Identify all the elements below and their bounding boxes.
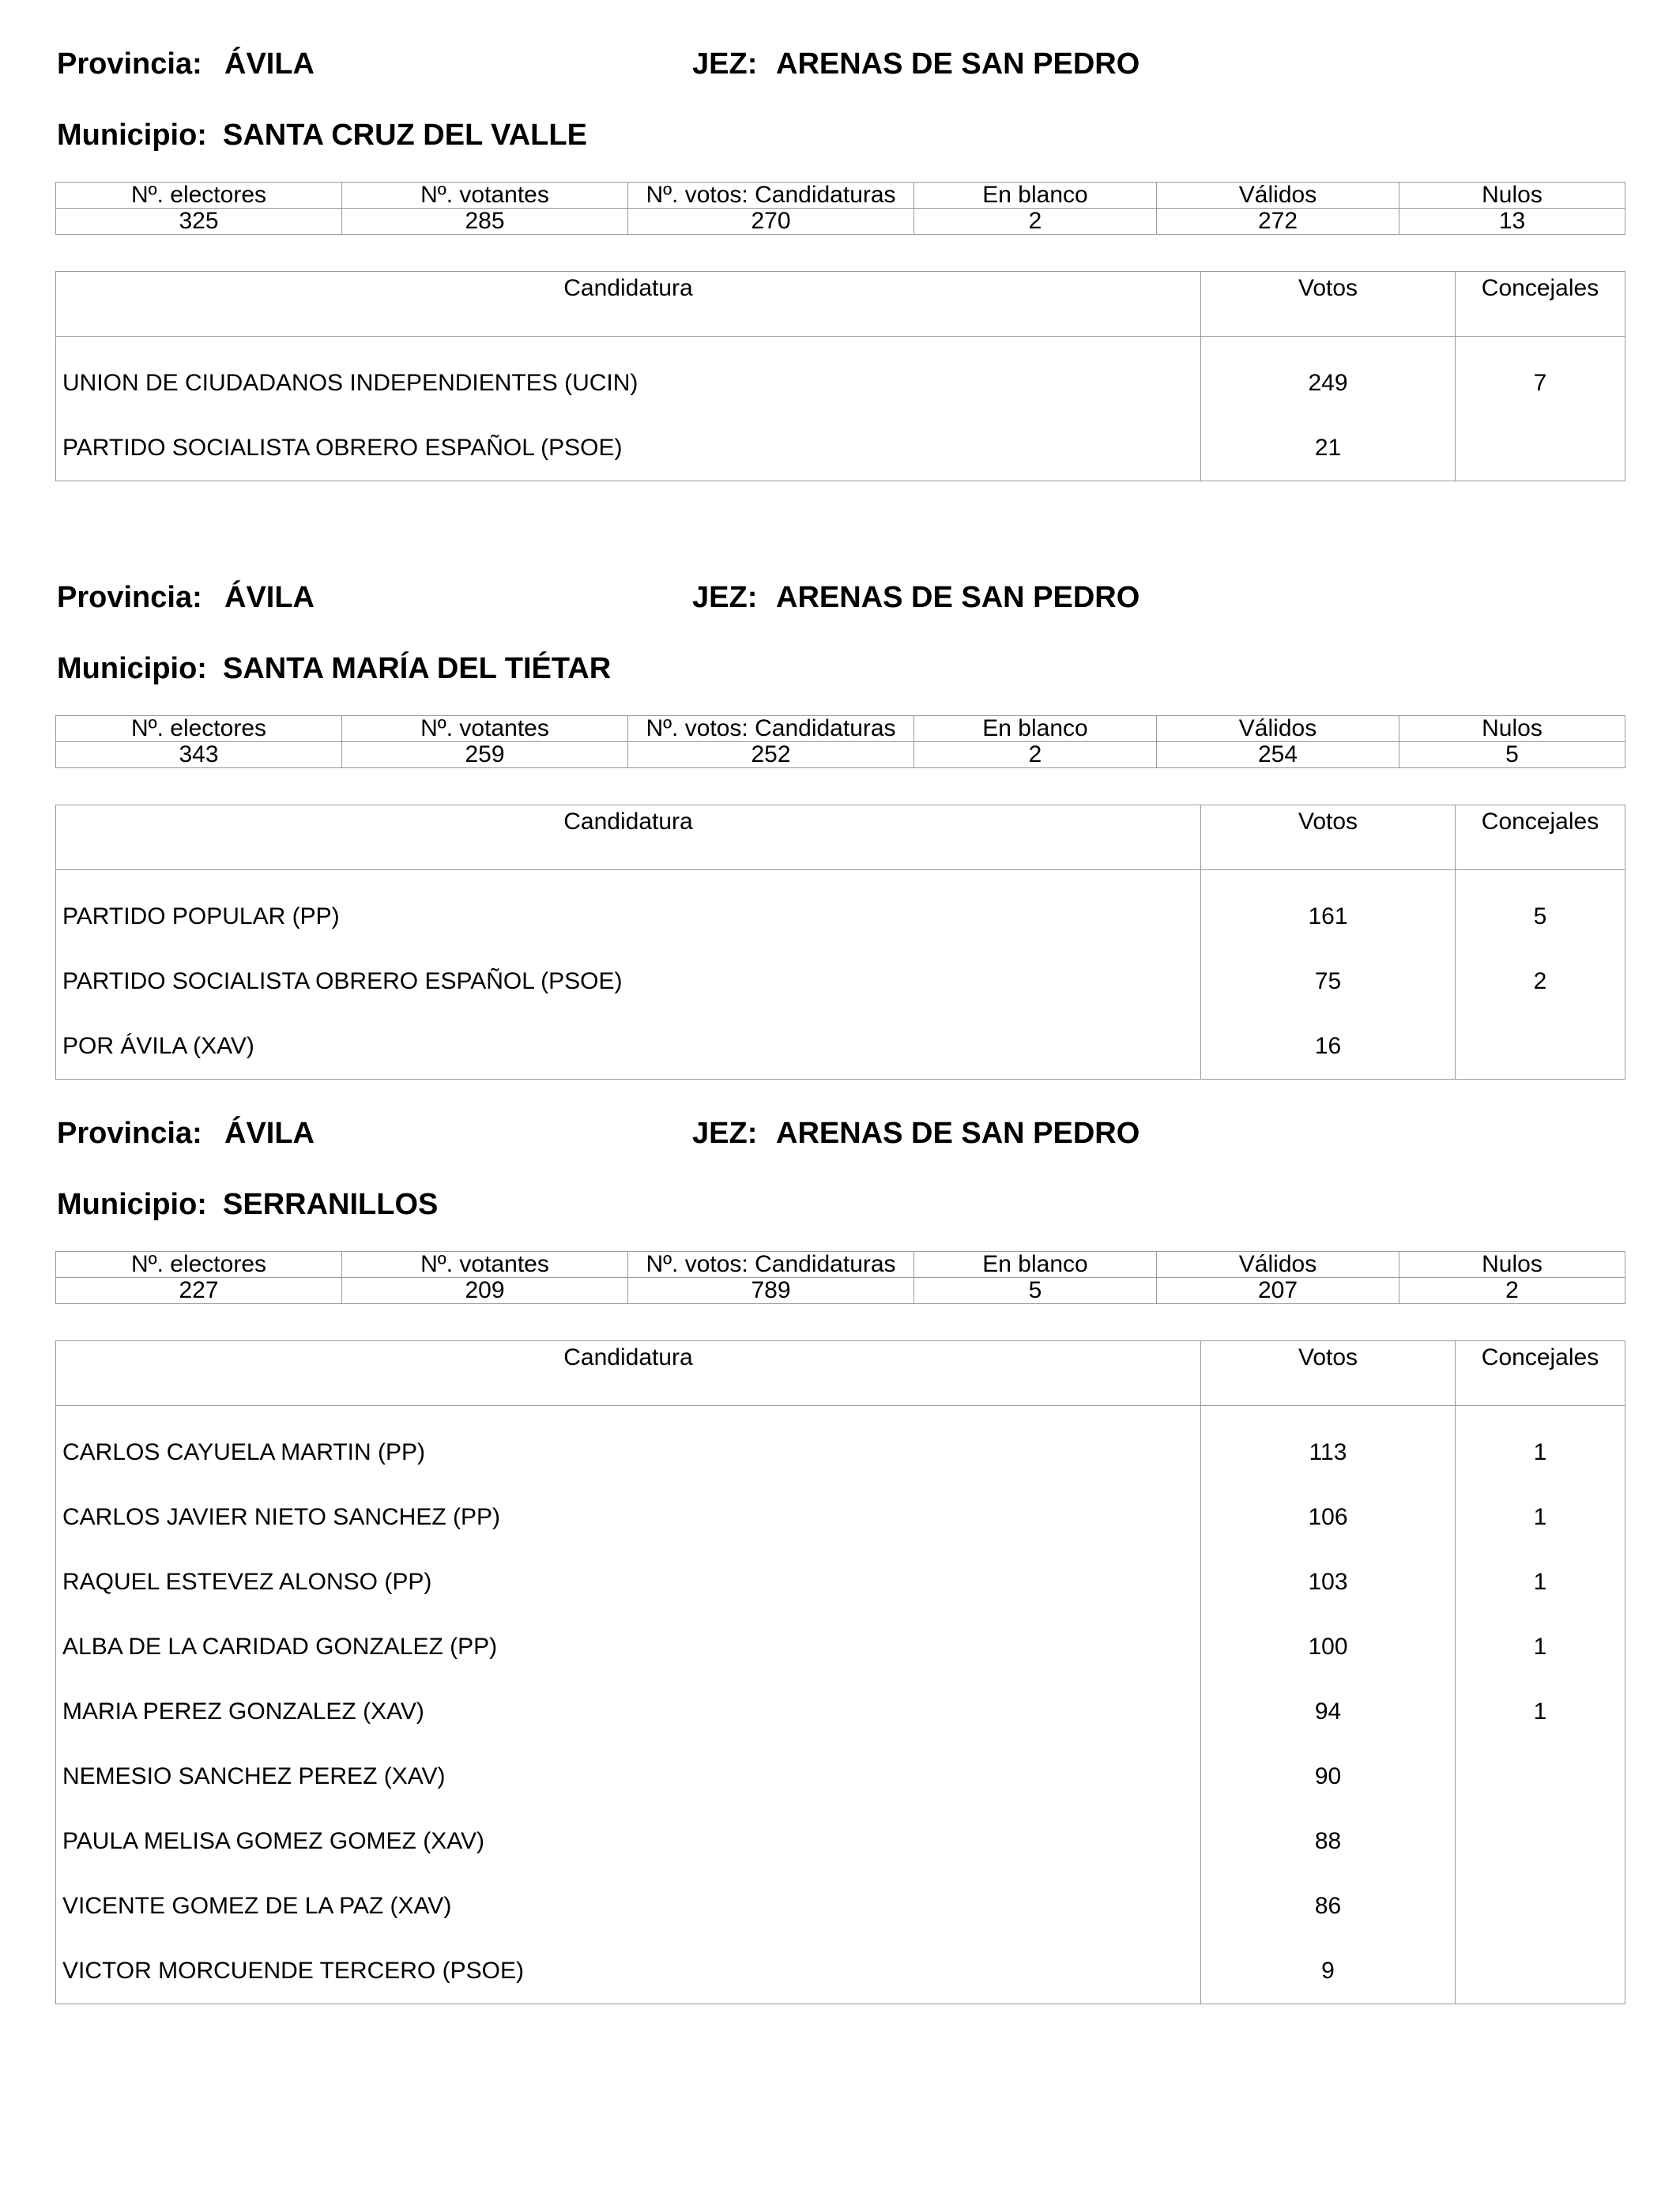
table-row — [56, 1874, 1625, 1939]
stats-value-cell: 252 — [628, 742, 914, 768]
candidaturas-header-row — [56, 805, 1625, 870]
candidatura-name: NEMESIO SANCHEZ PEREZ (XAV) — [56, 1744, 1201, 1809]
votos-value: 21 — [1201, 416, 1456, 481]
concejales-value: 1 — [1456, 1550, 1625, 1615]
municipio-value: SANTA MARÍA DEL TIÉTAR — [223, 652, 612, 685]
concejales-value: 5 — [1456, 870, 1625, 950]
stats-value-cell: 209 — [342, 1278, 628, 1304]
candidatura-name: UNION DE CIUDADANOS INDEPENDIENTES (UCIN) — [56, 337, 1201, 417]
votos-value: 9 — [1201, 1939, 1456, 2004]
concejales-value: 1 — [1456, 1485, 1625, 1550]
stats-header-cell: Nº. votos: Candidaturas — [628, 716, 914, 742]
candidatura-name: VICTOR MORCUENDE TERCERO (PSOE) — [56, 1939, 1201, 2004]
table-row — [56, 1485, 1625, 1550]
votos-value: 94 — [1201, 1679, 1456, 1744]
candidatura-name: POR ÁVILA (XAV) — [56, 1014, 1201, 1080]
candidatura-name: MARIA PEREZ GONZALEZ (XAV) — [56, 1679, 1201, 1744]
stats-header-cell: Nº. votantes — [342, 183, 628, 209]
votos-value: 88 — [1201, 1809, 1456, 1874]
concejales-value — [1456, 1874, 1625, 1939]
candidaturas-header-row — [56, 272, 1625, 337]
candidatura-name: CARLOS CAYUELA MARTIN (PP) — [56, 1406, 1201, 1486]
concejales-value: 1 — [1456, 1406, 1625, 1486]
stats-header-row — [56, 183, 1625, 209]
municipio-label: Municipio: — [57, 652, 207, 685]
stats-header-cell: Nº. votos: Candidaturas — [628, 1252, 914, 1278]
candidatura-header: Candidatura — [56, 805, 1201, 870]
stats-value-cell: 207 — [1157, 1278, 1399, 1304]
jez-label: JEZ: — [692, 1117, 758, 1150]
table-row — [56, 337, 1625, 417]
municipio-title — [55, 1188, 1625, 1235]
table-row — [56, 1014, 1625, 1080]
stats-value-cell: 2 — [914, 209, 1157, 235]
stats-header-cell: Nulos — [1399, 183, 1625, 209]
stats-value-cell: 789 — [628, 1278, 914, 1304]
concejales-header: Concejales — [1456, 805, 1625, 870]
stats-value-cell: 227 — [56, 1278, 342, 1304]
concejales-value: 2 — [1456, 949, 1625, 1014]
candidaturas-table — [55, 805, 1625, 1080]
stats-header-cell: Nulos — [1399, 1252, 1625, 1278]
candidatura-name: PARTIDO SOCIALISTA OBRERO ESPAÑOL (PSOE) — [56, 416, 1201, 481]
municipio-label: Municipio: — [57, 1188, 207, 1221]
stats-header-cell: Nº. votantes — [342, 1252, 628, 1278]
stats-value-cell: 5 — [914, 1278, 1157, 1304]
candidatura-header: Candidatura — [56, 1341, 1201, 1406]
votos-header: Votos — [1201, 805, 1456, 870]
candidatura-name: PARTIDO POPULAR (PP) — [56, 870, 1201, 950]
stats-header-cell: Nulos — [1399, 716, 1625, 742]
table-row — [56, 1744, 1625, 1809]
stats-header-cell: Nº. electores — [56, 1252, 342, 1278]
concejales-value — [1456, 416, 1625, 481]
block-header — [55, 47, 1625, 95]
votos-value: 75 — [1201, 949, 1456, 1014]
block-header — [55, 581, 1625, 628]
stats-value-cell: 254 — [1157, 742, 1399, 768]
municipio-value: SERRANILLOS — [223, 1188, 439, 1221]
jez-value: ARENAS DE SAN PEDRO — [776, 1117, 1140, 1150]
candidatura-header: Candidatura — [56, 272, 1201, 337]
stats-header-cell: Válidos — [1157, 183, 1399, 209]
concejales-value — [1456, 1744, 1625, 1809]
votos-value: 86 — [1201, 1874, 1456, 1939]
stats-header-cell: En blanco — [914, 1252, 1157, 1278]
concejales-value — [1456, 1809, 1625, 1874]
candidaturas-table — [55, 1340, 1625, 2004]
stats-value-row — [56, 742, 1625, 768]
stats-value-cell: 259 — [342, 742, 628, 768]
stats-value-cell: 270 — [628, 209, 914, 235]
jez-value: ARENAS DE SAN PEDRO — [776, 47, 1140, 81]
jez-value: ARENAS DE SAN PEDRO — [776, 581, 1140, 614]
stats-header-cell: Válidos — [1157, 716, 1399, 742]
concejales-value: 1 — [1456, 1679, 1625, 1744]
provincia-label: Provincia: — [57, 47, 202, 81]
votos-value: 90 — [1201, 1744, 1456, 1809]
votos-value: 106 — [1201, 1485, 1456, 1550]
candidatura-name: PAULA MELISA GOMEZ GOMEZ (XAV) — [56, 1809, 1201, 1874]
candidatura-name: VICENTE GOMEZ DE LA PAZ (XAV) — [56, 1874, 1201, 1939]
stats-header-cell: Nº. votos: Candidaturas — [628, 183, 914, 209]
stats-header-row — [56, 1252, 1625, 1278]
municipio-title — [55, 119, 1625, 166]
jez-label: JEZ: — [692, 47, 758, 81]
stats-value-cell: 343 — [56, 742, 342, 768]
municipio-block — [55, 1117, 1625, 2004]
stats-header-cell: En blanco — [914, 716, 1157, 742]
candidatura-name: RAQUEL ESTEVEZ ALONSO (PP) — [56, 1550, 1201, 1615]
candidatura-name: CARLOS JAVIER NIETO SANCHEZ (PP) — [56, 1485, 1201, 1550]
votos-header: Votos — [1201, 1341, 1456, 1406]
stats-value-cell: 2 — [1399, 1278, 1625, 1304]
concejales-header: Concejales — [1456, 1341, 1625, 1406]
table-row — [56, 1679, 1625, 1744]
concejales-header: Concejales — [1456, 272, 1625, 337]
votos-value: 16 — [1201, 1014, 1456, 1080]
table-row — [56, 416, 1625, 481]
candidatura-name: ALBA DE LA CARIDAD GONZALEZ (PP) — [56, 1615, 1201, 1679]
concejales-value: 7 — [1456, 337, 1625, 417]
table-row — [56, 870, 1625, 950]
municipio-value: SANTA CRUZ DEL VALLE — [223, 119, 587, 152]
votos-header: Votos — [1201, 272, 1456, 337]
votos-value: 249 — [1201, 337, 1456, 417]
stats-header-cell: Nº. votantes — [342, 716, 628, 742]
stats-table — [55, 182, 1625, 235]
candidaturas-header-row — [56, 1341, 1625, 1406]
stats-value-cell: 272 — [1157, 209, 1399, 235]
stats-table — [55, 1251, 1625, 1304]
municipio-block — [55, 47, 1625, 481]
stats-value-cell: 13 — [1399, 209, 1625, 235]
jez-label: JEZ: — [692, 581, 758, 614]
provincia-value: ÁVILA — [224, 47, 315, 81]
stats-value-cell: 325 — [56, 209, 342, 235]
provincia-value: ÁVILA — [224, 581, 315, 614]
stats-header-cell: Nº. electores — [56, 716, 342, 742]
block-header — [55, 1117, 1625, 1164]
stats-table — [55, 715, 1625, 768]
stats-value-row — [56, 209, 1625, 235]
stats-header-cell: Válidos — [1157, 1252, 1399, 1278]
table-row — [56, 1406, 1625, 1486]
concejales-value — [1456, 1939, 1625, 2004]
table-row — [56, 1615, 1625, 1679]
stats-header-cell: En blanco — [914, 183, 1157, 209]
provincia-label: Provincia: — [57, 581, 202, 614]
votos-value: 113 — [1201, 1406, 1456, 1486]
provincia-label: Provincia: — [57, 1117, 202, 1150]
stats-header-cell: Nº. electores — [56, 183, 342, 209]
votos-value: 103 — [1201, 1550, 1456, 1615]
table-row — [56, 1550, 1625, 1615]
table-row — [56, 1939, 1625, 2004]
concejales-value: 1 — [1456, 1615, 1625, 1679]
stats-value-cell: 2 — [914, 742, 1157, 768]
stats-value-row — [56, 1278, 1625, 1304]
table-row — [56, 949, 1625, 1014]
municipio-title — [55, 652, 1625, 699]
table-row — [56, 1809, 1625, 1874]
candidatura-name: PARTIDO SOCIALISTA OBRERO ESPAÑOL (PSOE) — [56, 949, 1201, 1014]
municipio-label: Municipio: — [57, 119, 207, 152]
stats-value-cell: 285 — [342, 209, 628, 235]
concejales-value — [1456, 1014, 1625, 1080]
candidaturas-table — [55, 271, 1625, 481]
votos-value: 161 — [1201, 870, 1456, 950]
municipio-block — [55, 581, 1625, 1080]
stats-value-cell: 5 — [1399, 742, 1625, 768]
votos-value: 100 — [1201, 1615, 1456, 1679]
stats-header-row — [56, 716, 1625, 742]
provincia-value: ÁVILA — [224, 1117, 315, 1150]
